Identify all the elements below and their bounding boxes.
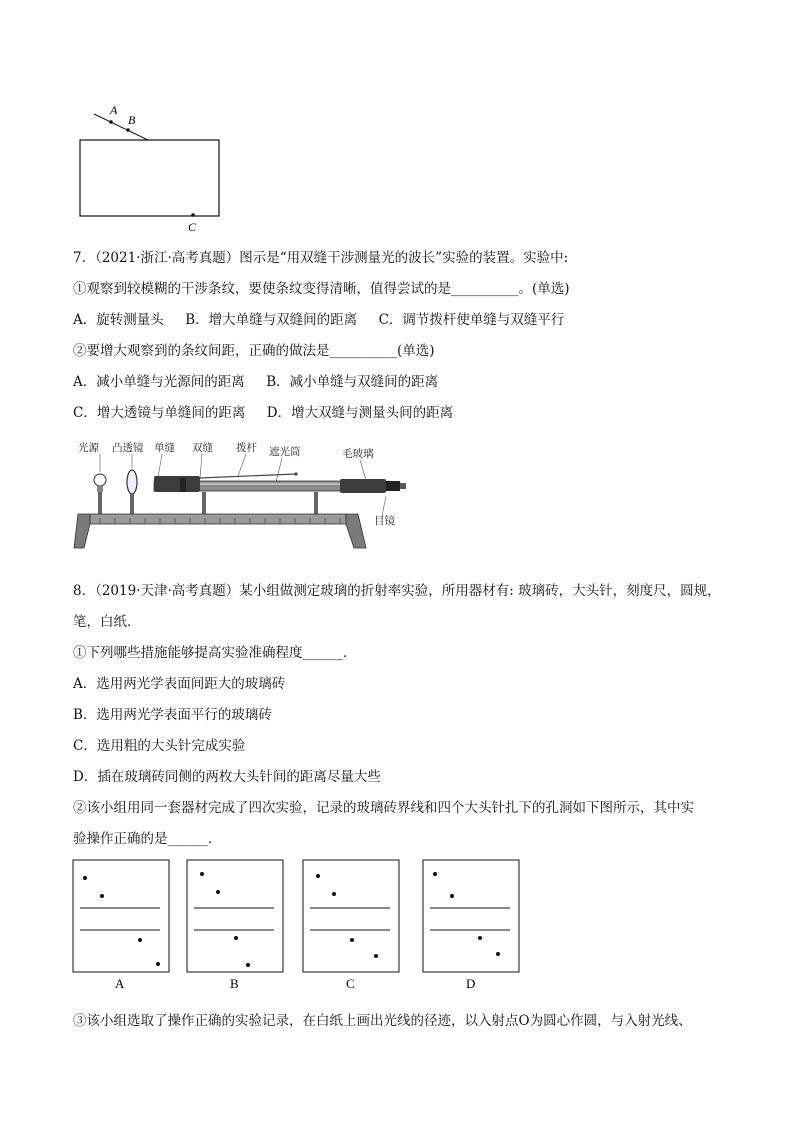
label-b: B xyxy=(128,113,136,127)
panel-label-c: C xyxy=(346,976,355,991)
incident-ray xyxy=(94,114,148,140)
label-single-slit: 单缝 xyxy=(154,442,175,454)
point-a xyxy=(109,120,113,124)
q8-stem-line1: 8．（2019·天津·高考真题）某小组做测定玻璃的折射率实验，所用器材有: 玻璃砖，大头针，刻度尺，圆规， xyxy=(73,583,721,599)
label-shade-tube: 遮光筒 xyxy=(269,446,301,458)
panel-label-d: D xyxy=(466,976,476,991)
panel-c xyxy=(303,860,399,991)
label-frosted-glass: 毛玻璃 xyxy=(342,448,374,460)
q8-stem-line2: 笔，白纸． xyxy=(73,614,141,630)
panel-a xyxy=(73,860,169,991)
label-eyepiece: 目镜 xyxy=(374,515,395,527)
panel-b xyxy=(187,860,283,991)
panel-label-b: B xyxy=(230,976,239,991)
q8-option-c: C．选用粗的大头针完成实验 xyxy=(73,738,246,754)
label-c: C xyxy=(188,220,197,234)
lens xyxy=(127,470,137,494)
q7-sub1-options: A．旋转测量头 B．增大单缝与双缝间的距离 C．调节拨杆使单缝与双缝平行 xyxy=(73,312,565,328)
q8-option-a: A．选用两光学表面间距大的玻璃砖 xyxy=(73,676,286,692)
q8-sub2-line2: 验操作正确的是______． xyxy=(73,831,222,847)
q7-sub2: ②要增大观察到的条纹间距，正确的做法是__________(单选) xyxy=(73,343,435,359)
q7-sub2-options-ab: A．减小单缝与光源间的距离 B．减小单缝与双缝间的距离 xyxy=(73,374,439,390)
interference-apparatus xyxy=(70,436,415,558)
pin-panels xyxy=(70,858,530,993)
glass-block xyxy=(80,140,219,216)
q7-sub2-options-cd: C．增大透镜与单缝间的距离 D．增大双缝与测量头间的距离 xyxy=(73,405,454,421)
label-lever: 拨杆 xyxy=(236,442,257,454)
label-a: A xyxy=(110,103,118,117)
top-figure xyxy=(70,100,240,240)
q8-sub1: ①下列哪些措施能够提高实验准确程度______． xyxy=(73,645,357,661)
point-b xyxy=(126,128,130,132)
q7-sub1: ①观察到较模糊的干涉条纹，要使条纹变得清晰，值得尝试的是__________。(单选) xyxy=(73,281,570,297)
point-c xyxy=(191,213,195,217)
q7-stem: 7．（2021·浙江·高考真题）图示是“用双缝干涉测量光的波长”实验的装置。实验中: xyxy=(73,250,569,266)
light-bulb xyxy=(94,474,106,486)
q8-sub2-line1: ②该小组用同一套器材完成了四次实验，记录的玻璃砖界线和四个大头针扎下的孔洞如下图所示，其中实 xyxy=(73,800,694,816)
q8-sub3: ③该小组选取了操作正确的实验记录，在白纸上画出光线的径迹，以入射点O为圆心作圆，与入射光线、 xyxy=(73,1013,692,1029)
label-double-slit: 双缝 xyxy=(192,442,213,454)
q8-option-d: D．插在玻璃砖同侧的两枚大头针间的距离尽量大些 xyxy=(73,769,381,785)
optical-rail xyxy=(90,514,346,524)
label-light-source: 光源 xyxy=(78,442,99,454)
panel-d xyxy=(423,860,519,991)
q8-option-b: B．选用两光学表面平行的玻璃砖 xyxy=(73,707,272,723)
panel-label-a: A xyxy=(115,976,125,991)
label-convex-lens: 凸透镜 xyxy=(112,442,144,454)
